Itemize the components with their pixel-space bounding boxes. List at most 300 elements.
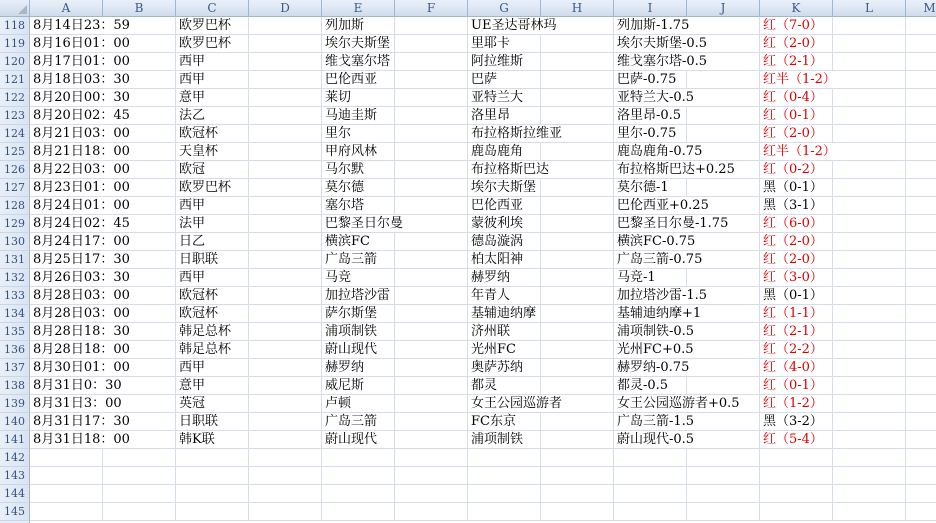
cell-d-spill[interactable]	[249, 413, 322, 431]
cell-date[interactable]	[30, 53, 130, 71]
cell-result[interactable]	[760, 287, 833, 305]
cell-h-spill[interactable]	[541, 413, 614, 431]
column-header[interactable]	[468, 0, 541, 17]
cell-d-spill[interactable]	[249, 71, 322, 89]
cell-home-team[interactable]	[322, 467, 395, 485]
cell-league[interactable]	[176, 287, 249, 305]
cell-away-team[interactable]	[468, 287, 541, 305]
cell-home-team[interactable]	[322, 53, 395, 71]
cell-d-spill[interactable]	[249, 305, 322, 323]
cell-date[interactable]	[30, 323, 130, 341]
cell-date[interactable]	[30, 161, 130, 179]
cell-f-spill[interactable]	[395, 377, 468, 395]
cell-league[interactable]	[176, 215, 249, 233]
cell-h-spill[interactable]	[541, 431, 614, 449]
cell-f-spill[interactable]	[395, 107, 468, 125]
cell-l-spill[interactable]	[833, 377, 906, 395]
cell-home-team[interactable]	[322, 89, 395, 107]
cell-l-spill[interactable]	[833, 485, 906, 503]
cell-h-spill[interactable]	[541, 215, 614, 233]
cell-date[interactable]	[30, 197, 130, 215]
cell-l-spill[interactable]	[833, 179, 906, 197]
cell-handicap[interactable]	[614, 89, 695, 107]
cell-result[interactable]	[760, 215, 833, 233]
cell-d-spill[interactable]	[249, 323, 322, 341]
cell-m[interactable]	[906, 287, 936, 305]
row-header[interactable]: 119	[0, 35, 30, 53]
cell-l-spill[interactable]	[833, 467, 906, 485]
row-header[interactable]: 118	[0, 17, 30, 35]
row-header[interactable]: 131	[0, 251, 30, 269]
cell-league[interactable]	[176, 377, 249, 395]
cell-h-spill[interactable]	[541, 233, 614, 251]
cell-j-spill[interactable]	[687, 17, 760, 35]
cell-d-spill[interactable]	[249, 485, 322, 503]
cell-m[interactable]	[906, 503, 936, 521]
cell-handicap[interactable]	[614, 485, 687, 503]
cell-away-team[interactable]	[468, 125, 563, 143]
cell-league[interactable]	[176, 89, 249, 107]
cell-handicap[interactable]	[614, 215, 729, 233]
cell-away-team[interactable]	[468, 71, 541, 89]
cell-away-team[interactable]	[468, 161, 550, 179]
cell-h-spill[interactable]	[541, 143, 614, 161]
cell-result[interactable]	[760, 377, 833, 395]
cell-l-spill[interactable]	[833, 197, 906, 215]
cell-l-spill[interactable]	[833, 287, 906, 305]
cell-result[interactable]	[760, 431, 833, 449]
cell-league[interactable]	[176, 107, 249, 125]
cell-l-spill[interactable]	[833, 413, 906, 431]
cell-handicap[interactable]	[614, 449, 687, 467]
cell-m[interactable]	[906, 143, 936, 161]
cell-away-team[interactable]	[468, 53, 541, 71]
cell-h-spill[interactable]	[541, 449, 614, 467]
cell-handicap[interactable]	[614, 35, 708, 53]
cell-home-team[interactable]	[322, 305, 395, 323]
cell-home-team[interactable]	[322, 341, 395, 359]
cell-date[interactable]	[30, 377, 122, 395]
cell-home-team[interactable]	[322, 287, 395, 305]
cell-league[interactable]	[176, 53, 249, 71]
cell-l-spill[interactable]	[833, 35, 906, 53]
row-header[interactable]: 142	[0, 449, 30, 467]
cell-f-spill[interactable]	[395, 323, 468, 341]
cell-m[interactable]	[906, 107, 936, 125]
cell-f-spill[interactable]	[395, 53, 468, 71]
column-header[interactable]	[614, 0, 687, 17]
cell-j-spill[interactable]	[687, 107, 760, 125]
cell-league[interactable]	[176, 341, 249, 359]
cell-f-spill[interactable]	[395, 161, 468, 179]
cell-result[interactable]	[760, 161, 833, 179]
cell-h-spill[interactable]	[541, 305, 614, 323]
cell-d-spill[interactable]	[249, 503, 322, 521]
cell-d-spill[interactable]	[249, 377, 322, 395]
cell-home-team[interactable]	[322, 323, 395, 341]
cell-away-team[interactable]	[468, 305, 541, 323]
cell-m[interactable]	[906, 341, 936, 359]
cell-f-spill[interactable]	[395, 269, 468, 287]
cell-home-team[interactable]	[322, 503, 395, 521]
cell-home-team[interactable]	[322, 143, 395, 161]
cell-f-spill[interactable]	[395, 35, 468, 53]
cell-result[interactable]	[760, 359, 833, 377]
cell-d-spill[interactable]	[249, 53, 322, 71]
cell-league[interactable]	[176, 143, 249, 161]
cell-b-spill[interactable]	[103, 467, 176, 485]
cell-away-team[interactable]	[468, 431, 541, 449]
row-header[interactable]: 133	[0, 287, 30, 305]
cell-f-spill[interactable]	[395, 467, 468, 485]
cell-f-spill[interactable]	[395, 71, 468, 89]
cell-d-spill[interactable]	[249, 395, 322, 413]
cell-result[interactable]	[760, 71, 836, 89]
cell-j-spill[interactable]	[687, 449, 760, 467]
cell-m[interactable]	[906, 233, 936, 251]
column-header[interactable]	[30, 0, 103, 17]
cell-away-team[interactable]	[468, 485, 541, 503]
cell-home-team[interactable]	[322, 125, 395, 143]
cell-d-spill[interactable]	[249, 179, 322, 197]
column-header[interactable]	[176, 0, 249, 17]
column-header[interactable]	[103, 0, 176, 17]
cell-h-spill[interactable]	[541, 287, 614, 305]
cell-date[interactable]	[30, 89, 130, 107]
cell-j-spill[interactable]	[687, 431, 760, 449]
cell-l-spill[interactable]	[833, 17, 906, 35]
column-header[interactable]	[687, 0, 760, 17]
cell-handicap[interactable]	[614, 395, 740, 413]
cell-date[interactable]	[30, 413, 130, 431]
cell-j-spill[interactable]	[687, 413, 760, 431]
cell-h-spill[interactable]	[541, 377, 614, 395]
cell-l-spill[interactable]	[833, 233, 906, 251]
cell-f-spill[interactable]	[395, 413, 468, 431]
cell-away-team[interactable]	[468, 395, 563, 413]
cell-m[interactable]	[906, 179, 936, 197]
cell-league[interactable]	[176, 161, 249, 179]
cell-handicap[interactable]	[614, 107, 687, 125]
cell-result[interactable]	[760, 89, 833, 107]
cell-d-spill[interactable]	[249, 233, 322, 251]
cell-d-spill[interactable]	[249, 431, 322, 449]
cell-d-spill[interactable]	[249, 17, 322, 35]
cell-away-team[interactable]	[468, 449, 541, 467]
cell-h-spill[interactable]	[541, 179, 614, 197]
cell-home-team[interactable]	[322, 431, 395, 449]
cell-h-spill[interactable]	[541, 503, 614, 521]
cell-handicap[interactable]	[614, 287, 708, 305]
cell-d-spill[interactable]	[249, 269, 322, 287]
cell-l-spill[interactable]	[833, 53, 906, 71]
cell-f-spill[interactable]	[395, 125, 468, 143]
column-header[interactable]	[760, 0, 833, 17]
cell-f-spill[interactable]	[395, 179, 468, 197]
cell-m[interactable]	[906, 161, 936, 179]
cell-away-team[interactable]	[468, 467, 541, 485]
cell-m[interactable]	[906, 413, 936, 431]
cell-away-team[interactable]	[468, 251, 541, 269]
cell-home-team[interactable]	[322, 395, 395, 413]
cell-f-spill[interactable]	[395, 305, 468, 323]
cell-l-spill[interactable]	[833, 341, 906, 359]
cell-away-team[interactable]	[468, 377, 541, 395]
cell-league[interactable]	[176, 179, 249, 197]
cell-date[interactable]	[30, 305, 130, 323]
cell-handicap[interactable]	[614, 323, 695, 341]
cell-league[interactable]	[176, 449, 249, 467]
cell-h-spill[interactable]	[541, 53, 614, 71]
row-header[interactable]: 125	[0, 143, 30, 161]
cell-home-team[interactable]	[322, 197, 395, 215]
cell-b-spill[interactable]	[103, 503, 176, 521]
cell-m[interactable]	[906, 269, 936, 287]
cell-m[interactable]	[906, 89, 936, 107]
cell-date[interactable]	[30, 107, 130, 125]
cell-home-team[interactable]	[322, 413, 395, 431]
cell-l-spill[interactable]	[833, 359, 906, 377]
cell-home-team[interactable]	[322, 269, 395, 287]
row-header[interactable]: 145	[0, 503, 30, 521]
cell-m[interactable]	[906, 17, 936, 35]
cell-f-spill[interactable]	[395, 503, 468, 521]
cell-l-spill[interactable]	[833, 143, 906, 161]
cell-league[interactable]	[176, 359, 249, 377]
cell-f-spill[interactable]	[395, 341, 468, 359]
cell-league[interactable]	[176, 395, 249, 413]
cell-league[interactable]	[176, 467, 249, 485]
column-header[interactable]	[322, 0, 395, 17]
cell-home-team[interactable]	[322, 17, 395, 35]
cell-handicap[interactable]	[614, 341, 694, 359]
cell-l-spill[interactable]	[833, 431, 906, 449]
cell-date[interactable]	[30, 269, 130, 287]
cell-f-spill[interactable]	[395, 359, 468, 377]
cell-away-team[interactable]	[468, 17, 557, 35]
column-header[interactable]	[395, 0, 468, 17]
cell-date[interactable]	[30, 179, 130, 197]
cell-m[interactable]	[906, 449, 936, 467]
cell-league[interactable]	[176, 269, 249, 287]
cell-h-spill[interactable]	[541, 359, 614, 377]
cell-home-team[interactable]	[322, 215, 404, 233]
cell-j-spill[interactable]	[687, 323, 760, 341]
cell-handicap[interactable]	[614, 503, 687, 521]
cell-handicap[interactable]	[614, 179, 687, 197]
cell-m[interactable]	[906, 377, 936, 395]
cell-league[interactable]	[176, 485, 249, 503]
cell-home-team[interactable]	[322, 35, 395, 53]
cell-h-spill[interactable]	[541, 107, 614, 125]
row-header[interactable]: 144	[0, 485, 30, 503]
cell-b-spill[interactable]	[103, 485, 176, 503]
cell-l-spill[interactable]	[833, 161, 906, 179]
cell-l-spill[interactable]	[833, 251, 906, 269]
cell-result[interactable]	[760, 467, 833, 485]
cell-f-spill[interactable]	[395, 89, 468, 107]
cell-league[interactable]	[176, 305, 249, 323]
cell-league[interactable]	[176, 323, 249, 341]
cell-l-spill[interactable]	[833, 449, 906, 467]
cell-l-spill[interactable]	[833, 71, 906, 89]
cell-m[interactable]	[906, 197, 936, 215]
cell-result[interactable]	[760, 449, 833, 467]
row-header[interactable]: 130	[0, 233, 30, 251]
cell-m[interactable]	[906, 359, 936, 377]
cell-date[interactable]	[30, 485, 103, 503]
cell-date[interactable]	[30, 287, 130, 305]
row-header[interactable]: 129	[0, 215, 30, 233]
cell-date[interactable]	[30, 341, 130, 359]
cell-result[interactable]	[760, 233, 833, 251]
column-header[interactable]	[541, 0, 614, 17]
cell-date[interactable]	[30, 449, 103, 467]
cell-f-spill[interactable]	[395, 431, 468, 449]
row-header[interactable]: 139	[0, 395, 30, 413]
cell-m[interactable]	[906, 467, 936, 485]
cell-away-team[interactable]	[468, 107, 541, 125]
cell-d-spill[interactable]	[249, 143, 322, 161]
cell-home-team[interactable]	[322, 71, 395, 89]
cell-b-spill[interactable]	[103, 449, 176, 467]
cell-j-spill[interactable]	[687, 467, 760, 485]
cell-date[interactable]	[30, 251, 130, 269]
cell-away-team[interactable]	[468, 143, 541, 161]
cell-away-team[interactable]	[468, 413, 541, 431]
cell-handicap[interactable]	[614, 269, 687, 287]
cell-result[interactable]	[760, 53, 833, 71]
row-header[interactable]: 136	[0, 341, 30, 359]
cell-result[interactable]	[760, 17, 833, 35]
cell-away-team[interactable]	[468, 323, 541, 341]
cell-handicap[interactable]	[614, 305, 702, 323]
cell-d-spill[interactable]	[249, 287, 322, 305]
cell-m[interactable]	[906, 431, 936, 449]
cell-away-team[interactable]	[468, 35, 541, 53]
cell-away-team[interactable]	[468, 341, 541, 359]
cell-l-spill[interactable]	[833, 89, 906, 107]
cell-d-spill[interactable]	[249, 89, 322, 107]
cell-handicap[interactable]	[614, 17, 690, 35]
cell-h-spill[interactable]	[541, 467, 614, 485]
cell-f-spill[interactable]	[395, 143, 468, 161]
cell-result[interactable]	[760, 395, 833, 413]
cell-result[interactable]	[760, 503, 833, 521]
select-all-corner[interactable]	[0, 0, 30, 17]
cell-result[interactable]	[760, 251, 833, 269]
cell-handicap[interactable]	[614, 251, 703, 269]
cell-h-spill[interactable]	[541, 323, 614, 341]
cell-handicap[interactable]	[614, 431, 695, 449]
cell-league[interactable]	[176, 251, 249, 269]
cell-m[interactable]	[906, 485, 936, 503]
row-header[interactable]: 134	[0, 305, 30, 323]
cell-d-spill[interactable]	[249, 107, 322, 125]
cell-league[interactable]	[176, 17, 249, 35]
cell-h-spill[interactable]	[541, 197, 614, 215]
cell-j-spill[interactable]	[687, 89, 760, 107]
cell-m[interactable]	[906, 323, 936, 341]
cell-away-team[interactable]	[468, 197, 541, 215]
column-header[interactable]	[906, 0, 936, 17]
cell-h-spill[interactable]	[541, 251, 614, 269]
cell-handicap[interactable]	[614, 413, 695, 431]
cell-j-spill[interactable]	[687, 125, 760, 143]
row-header[interactable]: 123	[0, 107, 30, 125]
cell-date[interactable]	[30, 35, 130, 53]
cell-league[interactable]	[176, 431, 249, 449]
cell-l-spill[interactable]	[833, 395, 906, 413]
cell-f-spill[interactable]	[395, 449, 468, 467]
row-header[interactable]: 127	[0, 179, 30, 197]
cell-f-spill[interactable]	[395, 233, 468, 251]
row-header[interactable]: 126	[0, 161, 30, 179]
cell-away-team[interactable]	[468, 269, 541, 287]
cell-date[interactable]	[30, 395, 122, 413]
cell-j-spill[interactable]	[687, 269, 760, 287]
cell-home-team[interactable]	[322, 359, 395, 377]
cell-league[interactable]	[176, 197, 249, 215]
cell-f-spill[interactable]	[395, 251, 468, 269]
cell-date[interactable]	[30, 143, 130, 161]
cell-away-team[interactable]	[468, 179, 541, 197]
cell-away-team[interactable]	[468, 359, 541, 377]
cell-d-spill[interactable]	[249, 449, 322, 467]
cell-date[interactable]	[30, 503, 103, 521]
cell-d-spill[interactable]	[249, 125, 322, 143]
cell-d-spill[interactable]	[249, 251, 322, 269]
cell-l-spill[interactable]	[833, 503, 906, 521]
cell-handicap[interactable]	[614, 233, 696, 251]
row-header[interactable]: 128	[0, 197, 30, 215]
cell-d-spill[interactable]	[249, 341, 322, 359]
cell-handicap[interactable]	[614, 467, 687, 485]
row-header[interactable]: 124	[0, 125, 30, 143]
cell-handicap[interactable]	[614, 359, 690, 377]
cell-home-team[interactable]	[322, 449, 395, 467]
cell-f-spill[interactable]	[395, 395, 468, 413]
cell-handicap[interactable]	[614, 53, 708, 71]
cell-home-team[interactable]	[322, 377, 395, 395]
row-header[interactable]: 121	[0, 71, 30, 89]
cell-result[interactable]	[760, 179, 833, 197]
cell-handicap[interactable]	[614, 197, 709, 215]
cell-d-spill[interactable]	[249, 161, 322, 179]
cell-result[interactable]	[760, 125, 833, 143]
cell-d-spill[interactable]	[249, 467, 322, 485]
cell-m[interactable]	[906, 71, 936, 89]
cell-date[interactable]	[30, 359, 130, 377]
row-header[interactable]: 135	[0, 323, 30, 341]
cell-d-spill[interactable]	[249, 35, 322, 53]
cell-h-spill[interactable]	[541, 269, 614, 287]
cell-l-spill[interactable]	[833, 323, 906, 341]
cell-handicap[interactable]	[614, 377, 687, 395]
cell-j-spill[interactable]	[687, 341, 760, 359]
cell-d-spill[interactable]	[249, 197, 322, 215]
cell-f-spill[interactable]	[395, 485, 468, 503]
cell-l-spill[interactable]	[833, 215, 906, 233]
cell-j-spill[interactable]	[687, 503, 760, 521]
cell-home-team[interactable]	[322, 161, 395, 179]
cell-home-team[interactable]	[322, 251, 395, 269]
cell-result[interactable]	[760, 305, 833, 323]
cell-j-spill[interactable]	[687, 359, 760, 377]
cell-handicap[interactable]	[614, 125, 687, 143]
cell-m[interactable]	[906, 251, 936, 269]
cell-date[interactable]	[30, 125, 130, 143]
